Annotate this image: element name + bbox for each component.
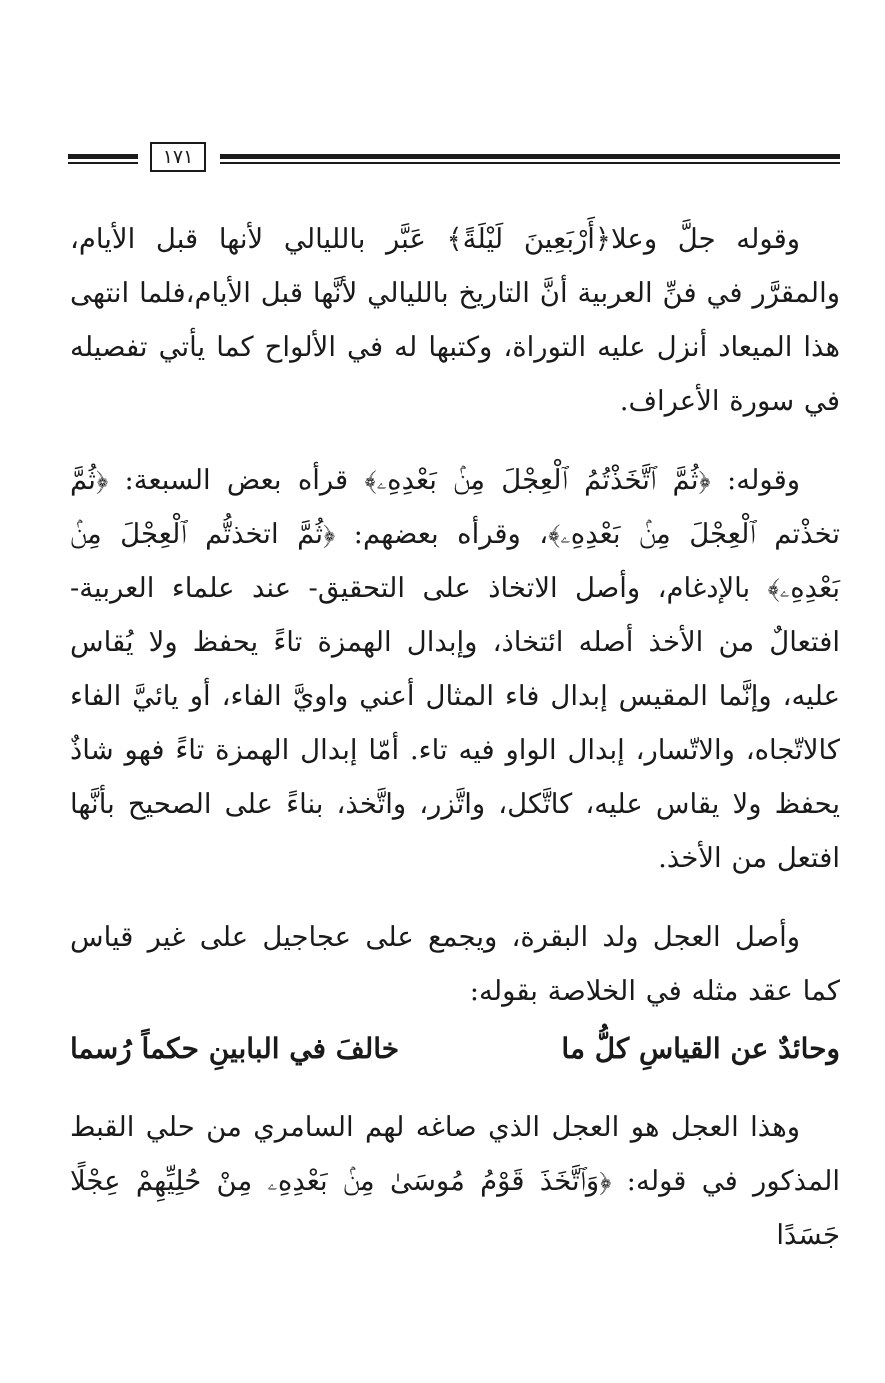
paragraph-ittikhadh-al-ijl: وقوله: ﴿ثُمَّ ٱتَّخَذْتُمُ ٱلْعِجْلَ مِنۢ بَعْدِهِۦ﴾ قرأه بعض السبعة: ﴿ثُمَّ تخذْتم ٱلْعِجْلَ مِنۢ بَعْدِهِۦ﴾، وقرأه بعضهم: ﴿ثُمَّ اتخذتُّم ٱلْعِجْلَ مِنۢ بَعْدِهِۦ﴾ بالإدغام، وأصل الاتخاذ على التحقيق- عند علماء العربية- افتعالٌ من الأخذ أصله ائتخاذ، وإبدال الهمزة تاءً يحفظ ولا يُقاس عليه، وإنَّما المقيس إبدال فاء المثال أعني واويَّ الفاء، أو يائيَّ الفاء كالاتّجاه، والاتّسار، إبدال الواو فيه تاء. أمّا إبدال الهمزة تاءً فهو شاذٌ يحفظ ولا يقاس عليه، كاتَّكل، واتَّزر، واتَّخذ، بناءً على الصحيح بأنَّها افتعل من الأخذ. xyxy=(70,464,840,874)
page-number: ١٧١ xyxy=(150,142,206,172)
paragraph-asl-al-ijl: وأصل العجل ولد البقرة، ويجمع على عجاجيل على غير قياس كما عقد مثله في الخلاصة بقوله: xyxy=(70,921,840,1007)
page-header xyxy=(68,140,840,180)
paragraph-arbaeen-laylah: وقوله جلَّ وعلا﴿أَرْبَعِينَ لَيْلَةً﴾ عَبَّر بالليالي لأنها قبل الأيام، والمقرَّر في فنِّ العربية أنَّ التاريخ بالليالي لأنَّها قبل الأيام،فلما انتهى هذا الميعاد أنزل عليه التوراة، وكتبها له في الألواح كما يأتي تفصيله في سورة الأعراف. xyxy=(70,223,840,417)
header-rule-left xyxy=(68,154,138,164)
header-rule-right xyxy=(220,154,840,164)
page-body xyxy=(70,212,840,1262)
paragraph-samiri-calf: وهذا العجل هو العجل الذي صاغه لهم السامري من حلي القبط المذكور في قوله: ﴿وَٱتَّخَذَ قَوْمُ مُوسَىٰ مِنۢ بَعْدِهِۦ مِنْ حُلِيِّهِمْ عِجْلًا جَسَدًا xyxy=(70,1111,840,1251)
poetry-verse xyxy=(70,1018,840,1100)
verse-second-hemistich: خالفَ في البابينِ حكماً رُسما xyxy=(70,1032,400,1065)
verse-first-hemistich: وحائدٌ عن القياسِ كلُّ ما xyxy=(561,1032,840,1065)
